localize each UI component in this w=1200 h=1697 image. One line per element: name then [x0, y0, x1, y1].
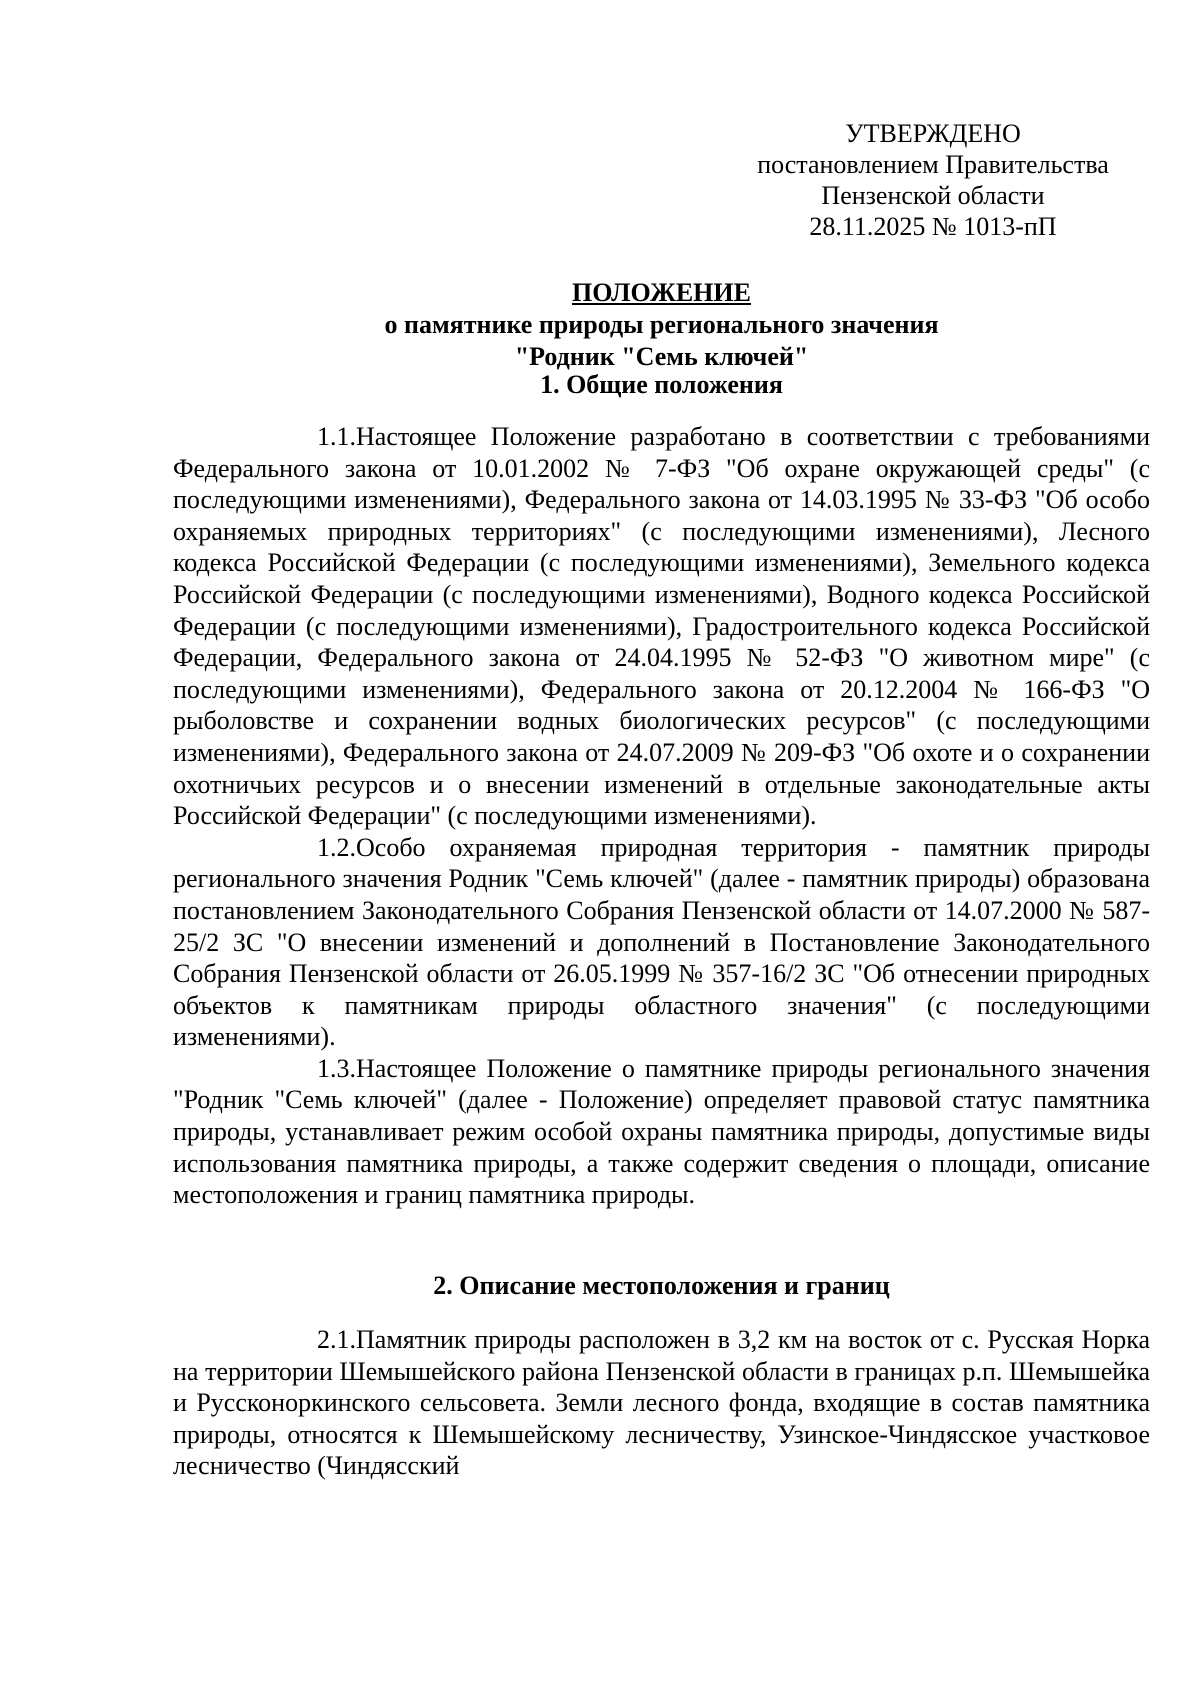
paragraph-number: 1.1. — [317, 422, 356, 451]
paragraph-text: Настоящее Положение разработано в соответствии с требованиями Федерального закона от 10.01.2002 № 7-ФЗ "Об охране окружающей среды" (с последующими изменениями), Федерального закона от 14.03.1995 № 33-ФЗ "Об особо охраняемых природных территориях" (с последующими изменениями), Лесного кодекса Российской Федерации (с последующими изменениями), Земельного кодекса Российской Федерации (с последующими изменениями), Водного кодекса Российской Федерации (с последующими изменениями), Градостроительного кодекса Российской Федерации, Федерального закона от 24.04.1995 № 52-ФЗ "О животном мире" (с последующими изменениями), Федерального закона от 20.12.2004 № 166-ФЗ "О рыболовстве и сохранении водных биологических ресурсов" (с последующими изменениями), Федерального закона от 24.07.2009 № 209-ФЗ "Об охоте и о сохранении охотничьих ресурсов и о внесении изменений в отдельные законодательные акты Российской Федерации" (с последующими изменениями). — [173, 422, 1150, 831]
document-page — [173, 0, 1150, 1697]
document-title — [173, 277, 1150, 373]
document-title-subtitle-1: о памятнике природы регионального значения — [384, 310, 939, 339]
paragraph-number: 2.1. — [317, 1325, 356, 1354]
paragraph-1-1 — [173, 421, 1150, 832]
paragraph-1-3 — [173, 1053, 1150, 1211]
paragraph-text: Памятник природы расположен в 3,2 км на восток от с. Русская Норка на территории Шемышейского района Пензенской области в границах р.п. Шемышейка и Руссконоркинского сельсовета. Земли лесного фонда, входящие в состав памятника природы, относятся к Шемышейскому лесничеству, Узинское-Чиндясское участковое лесничество (Чиндясский — [173, 1325, 1150, 1481]
approval-title: УТВЕРЖДЕНО — [845, 119, 1021, 148]
paragraph-2-1 — [173, 1324, 1150, 1482]
section-1-body — [173, 421, 1150, 1211]
section-2-heading: 2. Описание местоположения и границ — [433, 1271, 890, 1300]
document-title-main: ПОЛОЖЕНИЕ — [572, 278, 751, 307]
paragraph-text: Особо охраняемая природная территория - памятник природы регионального значения Родник "Семь ключей" (далее - памятник природы) образована постановлением Законодательного Собрания Пензенской области от 14.07.2000 № 587-25/2 ЗС "О внесении изменений и дополнений в Постановление Законодательного Собрания Пензенской области от 26.05.1999 № 357-16/2 ЗС "Об отнесении природных объектов к памятникам природы областного значения" (с последующими изменениями). — [173, 832, 1150, 1052]
section-1-heading: 1. Общие положения — [540, 370, 783, 399]
paragraph-number: 1.3. — [317, 1053, 356, 1083]
paragraph-1-2 — [173, 832, 1150, 1053]
approval-region: Пензенской области — [821, 181, 1045, 210]
approval-stamp — [733, 118, 1133, 242]
document-title-subtitle-2: "Родник "Семь ключей" — [514, 342, 809, 371]
section-2-body — [173, 1324, 1150, 1482]
approval-authority: постановлением Правительства — [757, 150, 1109, 179]
paragraph-number: 1.2. — [317, 832, 356, 862]
approval-date-number: 28.11.2025 № 1013-пП — [809, 212, 1057, 241]
paragraph-text: Настоящее Положение о памятнике природы регионального значения "Родник "Семь ключей" (далее - Положение) определяет правовой статус памятника природы, устанавливает режим особой охраны памятника природы, допустимые виды использования памятника природы, а также содержит сведения о площади, описание местоположения и границ памятника природы. — [173, 1053, 1150, 1210]
